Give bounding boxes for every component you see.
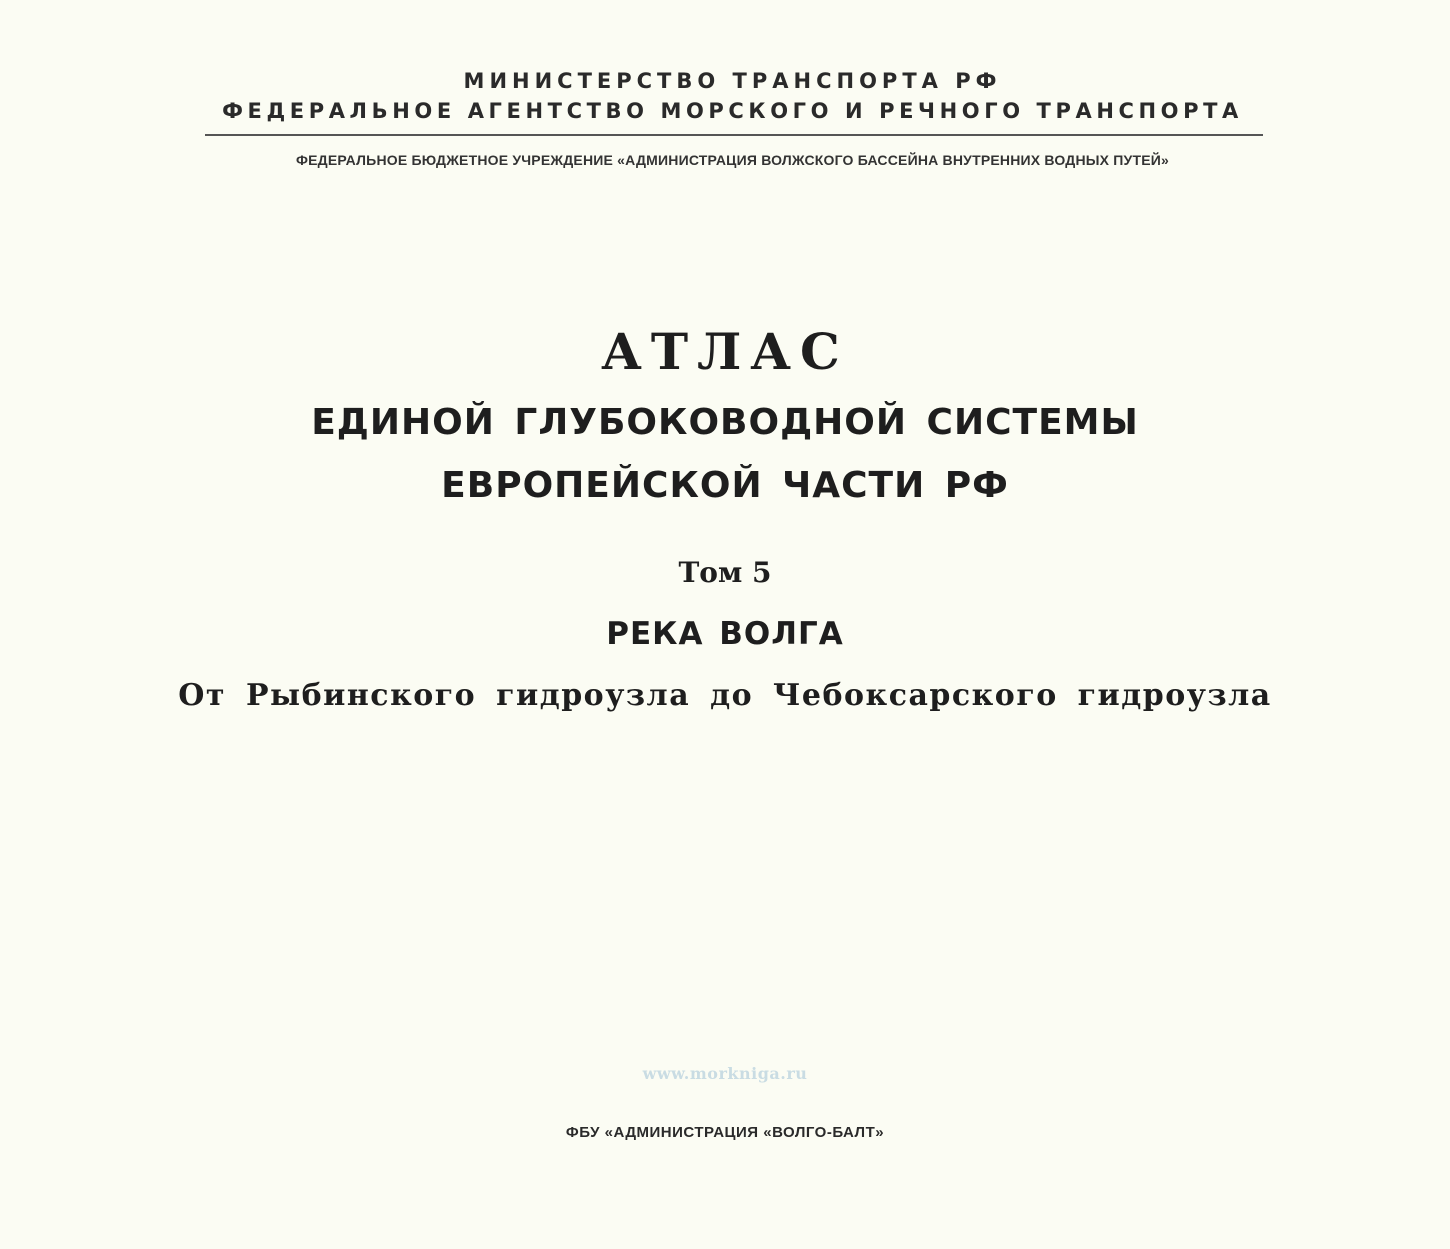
agency-name: ФЕДЕРАЛЬНОЕ АГЕНТСТВО МОРСКОГО И РЕЧНОГО ТРАНСПОРТА	[222, 99, 1243, 123]
publisher-name: ФБУ «АДМИНИСТРАЦИЯ «ВОЛГО-БАЛТ»	[565, 1124, 885, 1141]
ministry-name: МИНИСТЕРСТВО ТРАНСПОРТА РФ	[463, 69, 1002, 93]
watermark-url: www.morkniga.ru	[642, 1064, 808, 1083]
volume-label: Том 5	[678, 556, 772, 589]
atlas-title: АТЛАС	[601, 322, 849, 381]
title-line-1: ЕДИНОЙ ГЛУБОКОВОДНОЙ СИСТЕМЫ	[311, 402, 1139, 443]
header-divider	[205, 134, 1263, 136]
institution-name: ФЕДЕРАЛЬНОЕ БЮДЖЕТНОЕ УЧРЕЖДЕНИЕ «АДМИНИСТРАЦИЯ ВОЛЖСКОГО БАССЕЙНА ВНУТРЕННИХ ВОДНЫХ ПУТЕЙ»	[295, 152, 1170, 168]
river-segment: От Рыбинского гидроузла до Чебоксарского гидроузла	[178, 678, 1272, 713]
header	[200, 66, 1265, 126]
river-name: РЕКА ВОЛГА	[606, 616, 844, 652]
title-line-2: ЕВРОПЕЙСКОЙ ЧАСТИ РФ	[441, 465, 1009, 506]
